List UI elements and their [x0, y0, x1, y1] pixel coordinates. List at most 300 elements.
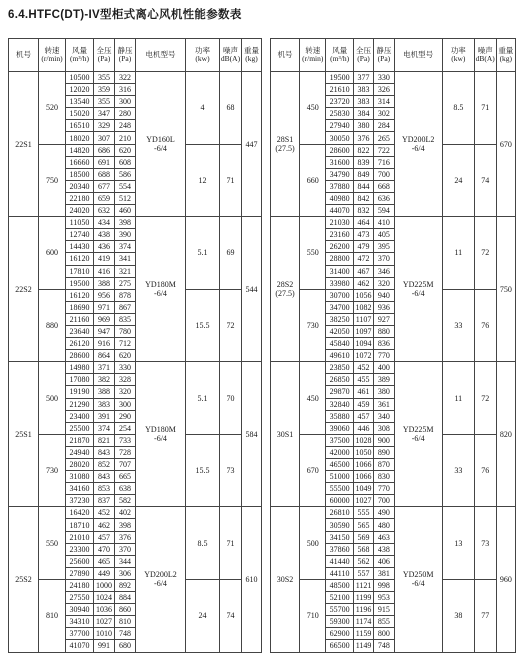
static-pressure-cell — [115, 180, 136, 192]
pressure-cell — [353, 410, 374, 422]
pressure-cell — [94, 265, 115, 277]
table-row — [9, 144, 262, 156]
header-static-pressure-label: 静压 — [376, 45, 392, 55]
pressure-cell — [353, 592, 374, 604]
pressure-cell — [94, 471, 115, 483]
flow-cell — [66, 229, 94, 241]
weight-cell — [496, 217, 515, 362]
pressure-value: 659 — [98, 193, 110, 203]
pressure-cell — [94, 386, 115, 398]
flow-value: 34310 — [69, 617, 90, 627]
speed-value: 450 — [306, 103, 319, 113]
model-value: 25S2 — [15, 574, 32, 584]
pressure-cell — [353, 495, 374, 507]
weight-value: 584 — [245, 429, 258, 439]
static-pressure-cell — [374, 519, 394, 531]
flow-cell — [66, 555, 94, 567]
static-pressure-cell — [374, 350, 394, 362]
table-row — [9, 434, 262, 446]
flow-cell — [66, 72, 94, 84]
pressure-cell — [353, 301, 374, 313]
pressure-cell — [94, 495, 115, 507]
static-pressure-value: 376 — [119, 532, 131, 542]
header-weight — [242, 39, 262, 72]
pressure-value: 449 — [98, 568, 110, 578]
noise-cell — [474, 362, 496, 435]
weight-value: 610 — [245, 574, 258, 584]
pressure-value: 849 — [357, 169, 370, 179]
flow-value: 34150 — [329, 532, 350, 542]
flow-cell — [326, 168, 353, 180]
pressure-cell — [94, 543, 115, 555]
static-pressure-cell — [115, 301, 136, 313]
motor-cell — [136, 72, 186, 217]
static-pressure-cell — [374, 495, 394, 507]
table-row — [9, 362, 262, 374]
static-pressure-value: 722 — [377, 145, 390, 155]
static-pressure-value: 480 — [377, 520, 390, 530]
weight-cell — [496, 507, 515, 652]
pressure-cell — [94, 168, 115, 180]
pressure-cell — [353, 422, 374, 434]
power-cell — [442, 507, 474, 580]
power-cell — [442, 144, 474, 217]
static-pressure-value: 330 — [377, 73, 390, 83]
static-pressure-cell — [374, 531, 394, 543]
pressure-cell — [94, 579, 115, 591]
pressure-cell — [353, 156, 374, 168]
static-pressure-value: 800 — [377, 629, 390, 639]
flow-cell — [326, 555, 353, 567]
pressure-value: 452 — [357, 363, 370, 373]
static-pressure-cell — [115, 156, 136, 168]
header-speed-label: 转速 — [305, 45, 321, 55]
flow-value: 28600 — [69, 351, 90, 361]
flow-value: 27890 — [69, 568, 90, 578]
static-pressure-cell — [374, 84, 394, 96]
noise-cell — [220, 507, 242, 580]
static-pressure-value: 770 — [377, 484, 390, 494]
header-motor-label: 电机型号 — [145, 49, 176, 59]
power-cell — [442, 72, 474, 145]
flow-cell — [326, 96, 353, 108]
flow-value: 23400 — [69, 411, 90, 421]
pressure-value: 1066 — [355, 472, 372, 482]
static-pressure-value: 284 — [377, 121, 390, 131]
pressure-value: 455 — [357, 375, 370, 385]
speed-value: 710 — [306, 611, 319, 621]
flow-cell — [326, 567, 353, 579]
flow-cell — [326, 374, 353, 386]
static-pressure-value: 490 — [377, 508, 390, 518]
flow-cell — [66, 217, 94, 229]
power-cell — [186, 362, 220, 435]
flow-value: 51000 — [329, 472, 350, 482]
pressure-cell — [353, 640, 374, 652]
power-value: 4 — [200, 103, 205, 113]
static-pressure-value: 381 — [377, 568, 390, 578]
static-pressure-value: 884 — [119, 593, 131, 603]
flow-value: 24020 — [69, 206, 90, 216]
pressure-cell — [353, 289, 374, 301]
pressure-cell — [353, 579, 374, 591]
flow-cell — [326, 72, 353, 84]
pressure-value: 565 — [357, 520, 370, 530]
power-value: 8.5 — [453, 103, 464, 113]
flow-value: 23300 — [69, 544, 90, 554]
static-pressure-value: 380 — [377, 387, 390, 397]
flow-value: 14980 — [69, 363, 90, 373]
static-pressure-cell — [374, 362, 394, 374]
flow-value: 45840 — [329, 339, 350, 349]
flow-cell — [326, 325, 353, 337]
flow-cell — [326, 628, 353, 640]
noise-value: 76 — [481, 466, 490, 476]
header-speed — [39, 39, 66, 72]
pressure-value: 844 — [357, 181, 370, 191]
speed-cell — [39, 289, 66, 362]
power-cell — [186, 217, 220, 290]
power-cell — [442, 289, 474, 362]
speed-value: 600 — [46, 248, 58, 258]
flow-value: 16420 — [69, 508, 90, 518]
static-pressure-value: 835 — [119, 314, 131, 324]
noise-value: 76 — [481, 320, 490, 330]
flow-cell — [66, 156, 94, 168]
header-pressure-label: 全压 — [356, 45, 372, 55]
header-noise-label: 噪声 — [223, 45, 238, 55]
model-value: 30S2 — [276, 574, 294, 584]
pressure-value: 1024 — [96, 593, 112, 603]
flow-value: 14820 — [69, 145, 90, 155]
flow-value: 40980 — [329, 193, 350, 203]
flow-value: 26810 — [329, 508, 350, 518]
speed-value: 730 — [306, 320, 319, 330]
flow-value: 21030 — [329, 218, 350, 228]
motor-value: YD180M — [145, 425, 176, 435]
flow-value: 26850 — [329, 375, 350, 385]
weight-value: 960 — [499, 574, 512, 584]
flow-value: 23850 — [329, 363, 350, 373]
pressure-cell — [94, 96, 115, 108]
pressure-cell — [353, 350, 374, 362]
flow-cell — [66, 471, 94, 483]
static-pressure-value: 460 — [119, 206, 131, 216]
static-pressure-value: 620 — [119, 351, 131, 361]
static-pressure-cell — [115, 604, 136, 616]
static-pressure-cell — [374, 604, 394, 616]
static-pressure-value: 374 — [119, 242, 131, 252]
static-pressure-value: 405 — [377, 230, 390, 240]
pressure-value: 371 — [98, 363, 110, 373]
motor-value: -6/4 — [154, 144, 167, 154]
static-pressure-value: 410 — [377, 218, 390, 228]
flow-cell — [326, 205, 353, 217]
pressure-value: 842 — [357, 193, 370, 203]
pressure-cell — [353, 277, 374, 289]
flow-value: 44070 — [329, 206, 350, 216]
pressure-value: 434 — [98, 218, 110, 228]
header-weight-label: 重量 — [244, 45, 259, 55]
flow-value: 62900 — [329, 629, 350, 639]
flow-value: 31080 — [69, 472, 90, 482]
flow-cell — [66, 338, 94, 350]
weight-value: 820 — [499, 429, 512, 439]
power-cell — [186, 434, 220, 507]
flow-cell — [66, 422, 94, 434]
table-row — [271, 434, 516, 446]
static-pressure-value: 953 — [377, 593, 390, 603]
pressure-value: 1196 — [355, 605, 372, 615]
flow-value: 30050 — [329, 133, 350, 143]
pressure-value: 461 — [357, 387, 370, 397]
flow-value: 28800 — [329, 254, 350, 264]
pressure-value: 347 — [98, 109, 110, 119]
table-header-row — [271, 39, 516, 72]
static-pressure-cell — [115, 640, 136, 652]
static-pressure-cell — [115, 313, 136, 325]
flow-value: 37860 — [329, 544, 350, 554]
noise-cell — [474, 507, 496, 580]
noise-cell — [220, 579, 242, 652]
flow-value: 10500 — [69, 73, 90, 83]
pressure-value: 822 — [357, 145, 370, 155]
pressure-cell — [94, 410, 115, 422]
speed-value: 660 — [306, 175, 319, 185]
model-cell — [9, 72, 39, 217]
static-pressure-cell — [374, 507, 394, 519]
flow-value: 16660 — [69, 157, 90, 167]
pressure-value: 465 — [98, 556, 110, 566]
static-pressure-cell — [115, 265, 136, 277]
flow-value: 26200 — [329, 242, 350, 252]
pressure-cell — [353, 338, 374, 350]
pressure-cell — [353, 555, 374, 567]
pressure-value: 1072 — [355, 351, 372, 361]
static-pressure-cell — [374, 192, 394, 204]
static-pressure-cell — [115, 531, 136, 543]
header-power-label: (kw) — [195, 54, 210, 63]
flow-cell — [66, 265, 94, 277]
static-pressure-value: 254 — [119, 423, 131, 433]
pressure-value: 832 — [357, 206, 370, 216]
flow-cell — [66, 483, 94, 495]
flow-value: 59300 — [329, 617, 350, 627]
static-pressure-value: 406 — [377, 556, 390, 566]
flow-cell — [326, 519, 353, 531]
speed-cell — [299, 289, 326, 362]
power-cell — [442, 579, 474, 652]
flow-value: 21610 — [329, 85, 350, 95]
pressure-value: 852 — [98, 460, 110, 470]
pressure-cell — [94, 156, 115, 168]
table-row — [9, 72, 262, 84]
table-row — [271, 507, 516, 519]
flow-value: 26120 — [69, 339, 90, 349]
pressure-value: 1050 — [355, 447, 372, 457]
static-pressure-value: 290 — [119, 411, 131, 421]
weight-cell — [242, 72, 262, 217]
flow-value: 25500 — [69, 423, 90, 433]
static-pressure-value: 361 — [377, 399, 390, 409]
noise-value: 70 — [226, 393, 235, 403]
model-cell — [9, 217, 39, 362]
flow-value: 25600 — [69, 556, 90, 566]
flow-value: 30590 — [329, 520, 350, 530]
pressure-cell — [94, 555, 115, 567]
table-row — [9, 289, 262, 301]
pressure-value: 971 — [98, 302, 110, 312]
noise-cell — [220, 362, 242, 435]
flow-cell — [326, 241, 353, 253]
pressure-value: 1082 — [355, 302, 372, 312]
motor-cell — [394, 507, 442, 652]
pressure-value: 568 — [357, 544, 370, 554]
speed-value: 500 — [46, 393, 58, 403]
noise-cell — [474, 72, 496, 145]
pressure-value: 1174 — [355, 617, 372, 627]
pressure-cell — [353, 96, 374, 108]
static-pressure-cell — [115, 241, 136, 253]
flow-cell — [326, 362, 353, 374]
pressure-value: 1097 — [355, 327, 372, 337]
noise-value: 74 — [226, 611, 235, 621]
flow-cell — [66, 241, 94, 253]
flow-cell — [326, 459, 353, 471]
pressure-value: 821 — [98, 435, 110, 445]
power-value: 11 — [454, 248, 463, 258]
flow-cell — [326, 604, 353, 616]
power-value: 8.5 — [197, 538, 208, 548]
speed-cell — [299, 579, 326, 652]
power-cell — [442, 217, 474, 290]
flow-value: 46500 — [329, 460, 350, 470]
static-pressure-value: 927 — [377, 314, 390, 324]
table-row — [271, 579, 516, 591]
static-pressure-cell — [115, 132, 136, 144]
pressure-value: 969 — [98, 314, 110, 324]
flow-value: 31400 — [329, 266, 350, 276]
static-pressure-value: 320 — [377, 278, 390, 288]
header-weight — [496, 39, 515, 72]
pressure-value: 677 — [98, 181, 110, 191]
model-value: (27.5) — [275, 144, 295, 154]
pressure-value: 853 — [98, 484, 110, 494]
static-pressure-cell — [374, 579, 394, 591]
static-pressure-cell — [374, 374, 394, 386]
pressure-value: 1159 — [355, 629, 372, 639]
static-pressure-cell — [374, 265, 394, 277]
flow-cell — [326, 592, 353, 604]
static-pressure-cell — [115, 422, 136, 434]
model-cell — [271, 72, 300, 217]
noise-value: 74 — [481, 175, 490, 185]
flow-value: 60000 — [329, 496, 350, 506]
pressure-value: 382 — [98, 375, 110, 385]
static-pressure-value: 321 — [119, 266, 131, 276]
static-pressure-value: 302 — [377, 109, 390, 119]
flow-cell — [66, 205, 94, 217]
flow-value: 34700 — [329, 302, 350, 312]
pressure-value: 1049 — [355, 484, 372, 494]
weight-value: 447 — [245, 139, 258, 149]
model-value: 28S1 — [276, 135, 294, 145]
noise-cell — [474, 217, 496, 290]
static-pressure-cell — [115, 592, 136, 604]
header-flow-label: 风量 — [332, 45, 348, 55]
static-pressure-value: 463 — [377, 532, 390, 542]
flow-value: 37230 — [69, 496, 90, 506]
static-pressure-value: 248 — [119, 121, 131, 131]
power-value: 24 — [198, 611, 207, 621]
static-pressure-value: 210 — [119, 133, 131, 143]
pressure-value: 632 — [98, 206, 110, 216]
table-row — [271, 72, 516, 84]
pressure-value: 462 — [98, 520, 110, 530]
header-noise-label: dB(A) — [475, 54, 495, 63]
flow-cell — [66, 579, 94, 591]
static-pressure-cell — [374, 446, 394, 458]
speed-cell — [39, 507, 66, 580]
static-pressure-value: 855 — [377, 617, 390, 627]
noise-value: 71 — [226, 538, 235, 548]
flow-value: 19500 — [69, 278, 90, 288]
pressure-value: 843 — [98, 447, 110, 457]
pressure-value: 462 — [357, 278, 370, 288]
header-motor — [136, 39, 186, 72]
pressure-value: 383 — [98, 399, 110, 409]
pressure-value: 688 — [98, 169, 110, 179]
flow-cell — [66, 628, 94, 640]
noise-value: 69 — [226, 248, 235, 258]
flow-value: 33980 — [329, 278, 350, 288]
flow-cell — [66, 362, 94, 374]
pressure-cell — [353, 362, 374, 374]
pressure-value: 864 — [98, 351, 110, 361]
pressure-cell — [353, 84, 374, 96]
pressure-cell — [353, 543, 374, 555]
static-pressure-value: 860 — [119, 605, 131, 615]
flow-value: 28020 — [69, 460, 90, 470]
static-pressure-cell — [115, 507, 136, 519]
power-cell — [186, 144, 220, 217]
motor-value: -6/4 — [411, 579, 425, 589]
pressure-value: 947 — [98, 327, 110, 337]
static-pressure-cell — [115, 350, 136, 362]
power-cell — [186, 507, 220, 580]
static-pressure-value: 665 — [119, 472, 131, 482]
header-static-pressure-label: (Pa) — [118, 54, 132, 63]
header-flow — [66, 39, 94, 72]
speed-cell — [299, 434, 326, 507]
power-value: 12 — [198, 175, 207, 185]
static-pressure-cell — [115, 579, 136, 591]
flow-value: 34790 — [329, 169, 350, 179]
noise-cell — [220, 434, 242, 507]
static-pressure-cell — [115, 567, 136, 579]
flow-cell — [326, 192, 353, 204]
header-noise — [220, 39, 242, 72]
flow-cell — [326, 338, 353, 350]
static-pressure-value: 275 — [119, 278, 131, 288]
static-pressure-value: 810 — [119, 617, 131, 627]
header-static-pressure — [374, 39, 394, 72]
static-pressure-value: 940 — [377, 290, 390, 300]
static-pressure-cell — [374, 313, 394, 325]
flow-value: 11050 — [69, 218, 90, 228]
pressure-cell — [353, 507, 374, 519]
pressure-cell — [353, 471, 374, 483]
